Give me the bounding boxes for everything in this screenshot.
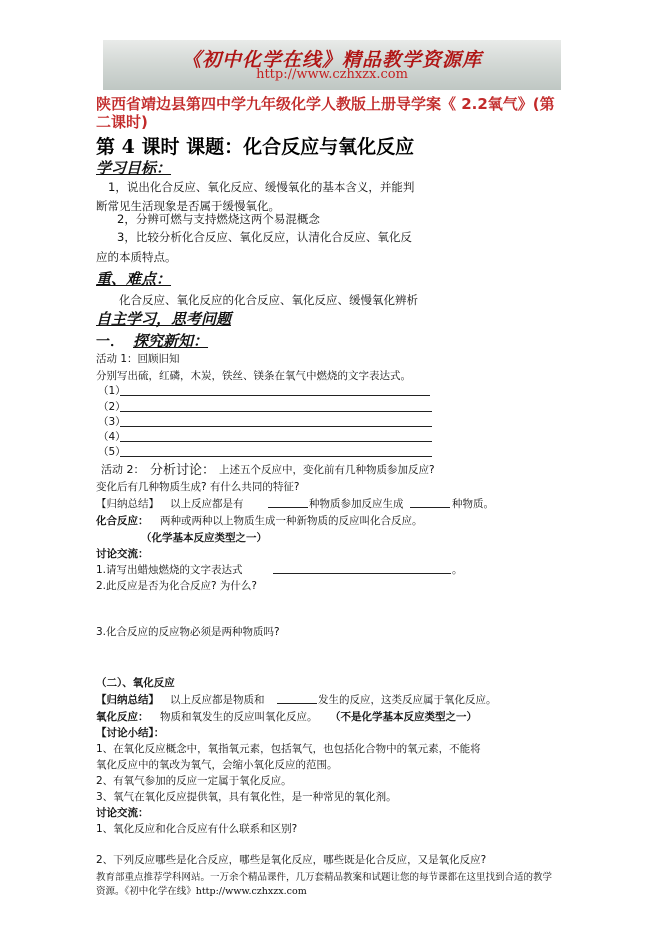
answer-line-3[interactable] <box>120 426 432 427</box>
activity2-heading: 分析讨论： <box>150 463 216 478</box>
footer-line1: 教育部重点推荐学科网站。一万余个精品课件，几万套精品教案和试题让您的每节课都在这里找到合适的教学 <box>96 872 553 883</box>
answer-label-1: （1） <box>98 385 126 397</box>
combination-def-label: 化合反应： <box>96 515 149 527</box>
answer-label-5: （5） <box>98 446 126 458</box>
document-title-line1: 陕西省靖边县第四中学九年级化学人教版上册导学案《 2.2氧气》(第 <box>96 95 555 113</box>
basic-type-note: （化学基本反应类型之一） <box>141 532 267 544</box>
objective-1-line2: 断常见生活现象是否属于缓慢氧化。 <box>96 199 280 213</box>
answer-line-4[interactable] <box>120 441 432 442</box>
explore-heading: 探究新知： <box>133 332 209 350</box>
footer-line2: 资源。《初中化学在线》http://www.czhxzx.com <box>96 886 307 897</box>
oxidation-summary-a: 以上反应都是物质和 <box>170 694 265 706</box>
objective-3-line1: 3，比较分析化合反应、氧化反应，认清化合反应、氧化反 <box>117 230 412 244</box>
activity2-label: 活动 2： <box>101 463 145 476</box>
answer-line-2[interactable] <box>120 411 432 412</box>
oxidation-summary-label: 【归纳总结】 <box>96 694 159 706</box>
discussion-summary-p1-line1: 1、在氧化反应概念中，氧指氧元素，包括氧气，也包括化合物中的氧元素，不能将 <box>96 743 481 755</box>
discussion1-q1-end: 。 <box>452 564 463 576</box>
oxidation-def-label: 氧化反应： <box>96 711 149 723</box>
answer-line-1[interactable] <box>120 395 430 396</box>
oxidation-def-note: （不是化学基本反应类型之一） <box>330 711 477 723</box>
answer-label-2: （2） <box>98 401 126 413</box>
discussion1-blank[interactable] <box>273 573 451 574</box>
summary1-text-a: 以上反应都是有 <box>170 498 244 510</box>
activity2-text1: 上述五个反应中，变化前有几种物质参加反应? <box>219 464 435 476</box>
summary1-text-b: 种物质参加反应生成 <box>309 498 404 510</box>
discussion1-q3: 3.化合反应的反应物必须是两种物质吗? <box>96 626 280 638</box>
self-study-heading: 自主学习，思考问题 <box>96 310 232 328</box>
answer-label-4: （4） <box>98 431 126 443</box>
oxidation-heading: （二）、氧化反应 <box>96 677 175 689</box>
activity1-prompt: 分别写出硫，红磷，木炭，铁丝、镁条在氧气中燃烧的文字表达式。 <box>96 370 411 382</box>
answer-line-5[interactable] <box>120 456 432 457</box>
summary1-blank-1[interactable] <box>268 507 308 508</box>
discussion-summary-heading: 【讨论小结】： <box>96 727 165 739</box>
document-title-line2: 二课时) <box>96 113 148 131</box>
combination-def-text: 两种或两种以上物质生成一种新物质的反应叫化合反应。 <box>160 515 423 527</box>
discussion-summary-p2: 2、有氧气参加的反应一定属于氧化反应。 <box>96 775 292 787</box>
answer-label-3: （3） <box>98 416 126 428</box>
summary1-label: 【归纳总结】 <box>96 498 159 510</box>
objective-3-line2: 应的本质特点。 <box>96 250 177 264</box>
explore-number: 一． <box>96 334 124 350</box>
discussion2-q1: 1、氧化反应和化合反应有什么联系和区别? <box>96 823 298 835</box>
objective-2: 2，分辨可燃与支持燃烧这两个易混概念 <box>117 212 320 226</box>
discussion1-heading: 讨论交流： <box>96 548 149 560</box>
lesson-title: 第 4 课时 课题：化合反应与氧化反应 <box>96 136 415 158</box>
key-points-heading: 重、难点： <box>96 270 172 288</box>
banner-url[interactable]: http://www.czhxzx.com <box>256 67 408 82</box>
discussion1-q2: 2.此反应是否为化合反应? 为什么? <box>96 580 258 592</box>
summary1-blank-2[interactable] <box>410 507 450 508</box>
summary1-text-c: 种物质。 <box>452 498 494 510</box>
oxidation-summary-b: 发生的反应，这类反应属于氧化反应。 <box>318 694 497 706</box>
oxidation-def-text: 物质和氧发生的反应叫氧化反应。 <box>160 711 318 723</box>
banner-title: 《初中化学在线》精品教学资源库 <box>181 49 482 71</box>
header-banner <box>103 40 561 90</box>
activity2-text2: 变化后有几种物质生成? 有什么共同的特征? <box>96 481 300 493</box>
objectives-heading: 学习目标： <box>96 159 172 177</box>
activity1-title: 活动 1：回顾旧知 <box>96 353 180 365</box>
discussion2-heading: 讨论交流： <box>96 807 149 819</box>
discussion-summary-p3: 3、氧气在氧化反应提供氧，具有氧化性，是一种常见的氧化剂。 <box>96 791 397 803</box>
key-points-text: 化合反应、氧化反应的化合反应、氧化反应、缓慢氧化辨析 <box>119 293 418 307</box>
discussion1-q1: 1.请写出蜡烛燃烧的文字表达式 <box>96 564 243 576</box>
discussion2-q2: 2、下列反应哪些是化合反应，哪些是氧化反应，哪些既是化合反应，又是氧化反应? <box>96 854 487 866</box>
oxidation-summary-blank[interactable] <box>277 703 317 704</box>
objective-1-line1: 1，说出化合反应、氧化反应、缓慢氧化的基本含义，并能判 <box>108 180 415 194</box>
discussion-summary-p1-line2: 氧化反应中的氧改为氧气，会缩小氧化反应的范围。 <box>96 759 338 771</box>
